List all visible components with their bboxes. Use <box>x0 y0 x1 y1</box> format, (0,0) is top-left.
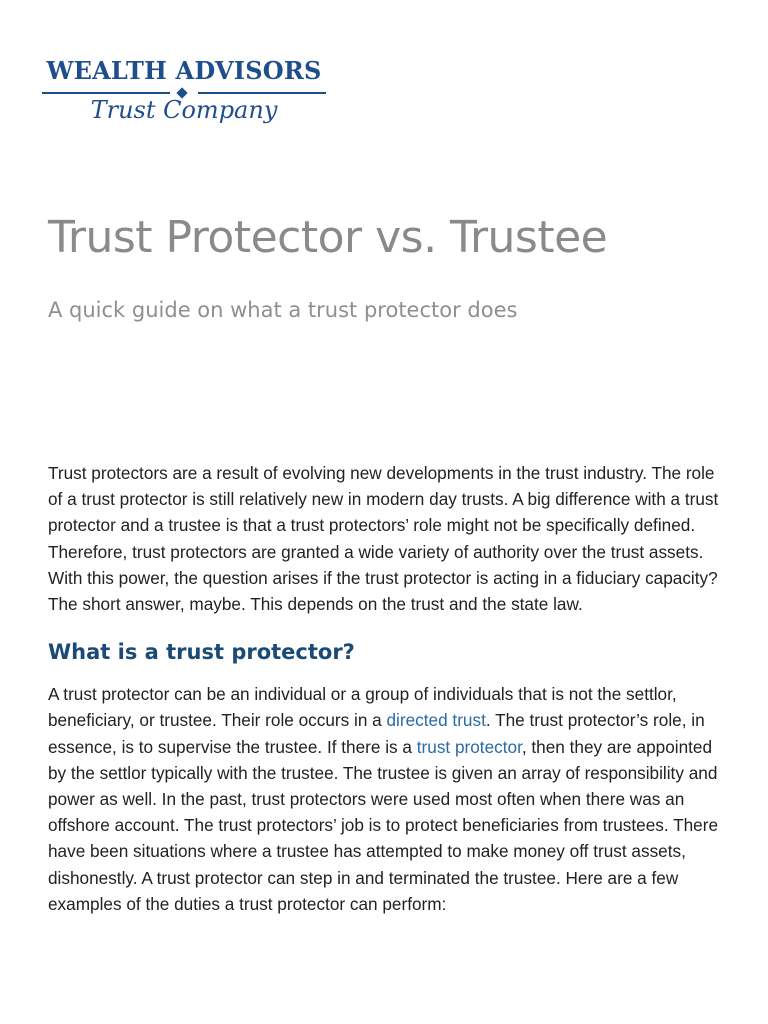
trust-protector-link[interactable]: trust protector <box>416 736 522 757</box>
directed-trust-link[interactable]: directed trust <box>386 710 486 731</box>
section-heading: What is a trust protector? <box>48 640 355 665</box>
page-subtitle: A quick guide on what a trust protector does <box>48 298 518 322</box>
paragraph-text: . The trust protector’s role, in essence, is to supervise the trustee. If there is a <box>48 710 705 757</box>
logo-divider-line-right <box>198 92 326 94</box>
logo-wordmark-bottom: Trust Company <box>90 96 278 124</box>
section-paragraph <box>48 681 728 917</box>
company-logo[interactable] <box>38 54 330 132</box>
intro-paragraph: Trust protectors are a result of evolving new developments in the trust industry. The role of a trust protector is still relatively new in modern day trusts. A big difference with a trust protector and a trustee is that a trust protectors’ role might not be specifically defined. Therefore, trust protectors are granted a wide variety of authority over the trust assets. With this power, the question arises if the trust protector is acting in a fiduciary capacity? The short answer, maybe. This depends on the trust and the state law. <box>48 463 719 615</box>
article-body <box>48 460 728 917</box>
paragraph-text: , then they are appointed by the settlor typically with the trustee. The trustee is given an array of responsibility and power as well. In the past, trust protectors were used most often when there was an offshore account. The trust protectors’ job is to protect beneficiaries from trustees. There have been situations where a trustee has attempted to make money off trust assets, dishonestly. A trust protector can step in and terminated the trustee. Here are a few examples of the duties a trust protector can perform: <box>48 736 719 914</box>
logo-divider-line-left <box>42 92 170 94</box>
page-title: Trust Protector vs. Trustee <box>48 212 608 263</box>
paragraph-text: A trust protector can be an individual or a group of individuals that is not the settlor, beneficiary, or trustee. Their role occurs in a <box>48 684 677 731</box>
logo-wordmark-top: WEALTH ADVISORS <box>46 56 322 85</box>
